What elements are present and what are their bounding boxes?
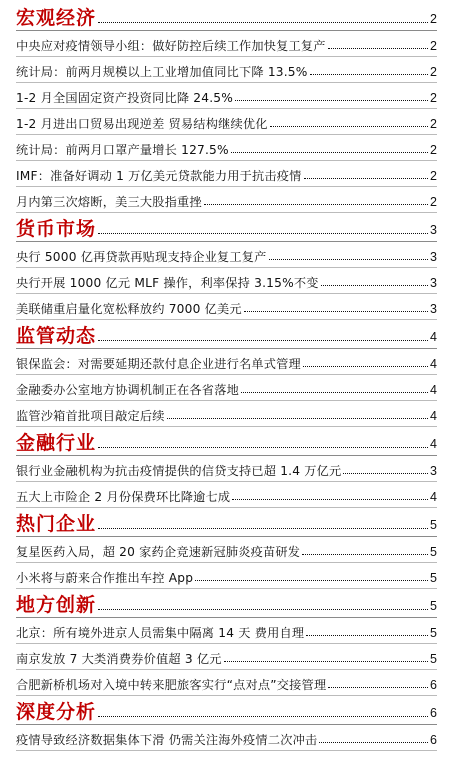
entry-title: 监管沙箱首批项目敲定后续 <box>16 408 165 423</box>
toc-section-heading[interactable] <box>0 320 459 349</box>
entry-title: 央行开展 1000 亿元 MLF 操作，利率保持 3.15%不变 <box>16 275 319 290</box>
dot-leader <box>231 152 428 153</box>
dot-leader <box>98 447 428 448</box>
toc-entry[interactable] <box>0 618 459 644</box>
entry-title: 美联储重启量化宽松释放约 7000 亿美元 <box>16 301 242 316</box>
dot-leader <box>241 392 428 393</box>
dot-leader <box>167 418 428 419</box>
page-number: 3 <box>430 222 437 237</box>
toc-section-heading[interactable] <box>0 2 459 31</box>
section-title: 地方创新 <box>16 594 97 616</box>
dot-leader <box>204 204 428 205</box>
dot-leader <box>303 366 428 367</box>
dot-leader <box>328 687 428 688</box>
toc-entry[interactable] <box>0 109 459 135</box>
page-number: 4 <box>430 382 437 397</box>
toc-section-heading[interactable] <box>0 589 459 618</box>
dot-leader <box>244 311 428 312</box>
page-number: 6 <box>430 732 437 747</box>
page-number: 3 <box>430 463 437 478</box>
entry-title: 五大上市险企 2 月份保费环比降逾七成 <box>16 489 231 504</box>
section-title: 宏观经济 <box>16 7 97 29</box>
section-title: 监管动态 <box>16 325 97 347</box>
toc-section-heading[interactable] <box>0 427 459 456</box>
page-number: 2 <box>430 38 437 53</box>
dot-leader <box>343 473 428 474</box>
entry-title: 银保监会：对需要延期还款付息企业进行名单式管理 <box>16 356 301 371</box>
dot-leader <box>328 48 428 49</box>
dot-leader <box>98 609 428 610</box>
toc-entry[interactable] <box>0 187 459 213</box>
page-number: 2 <box>430 168 437 183</box>
dot-leader <box>98 233 428 234</box>
entry-title: 金融委办公室地方协调机制正在各省落地 <box>16 382 239 397</box>
toc-entry[interactable] <box>0 482 459 508</box>
toc-entry[interactable] <box>0 375 459 401</box>
dot-leader <box>98 716 428 717</box>
toc-entry[interactable] <box>0 563 459 589</box>
page-number: 4 <box>430 436 437 451</box>
table-of-contents <box>0 2 459 751</box>
page-number: 5 <box>430 517 437 532</box>
dot-leader <box>98 340 428 341</box>
page-number: 6 <box>430 677 437 692</box>
page-number: 5 <box>430 544 437 559</box>
page-number: 5 <box>430 625 437 640</box>
page-number: 2 <box>430 194 437 209</box>
toc-section-heading[interactable] <box>0 508 459 537</box>
page-number: 3 <box>430 301 437 316</box>
toc-entry[interactable] <box>0 161 459 187</box>
dot-leader <box>232 499 428 500</box>
entry-title: 复星医药入局，超 20 家药企竞速新冠肺炎疫苗研发 <box>16 544 301 559</box>
section-title: 深度分析 <box>16 701 97 723</box>
entry-title: 银行业金融机构为抗击疫情提供的信贷支持已超 1.4 万亿元 <box>16 463 342 478</box>
dot-leader <box>98 528 428 529</box>
entry-title: 疫情导致经济数据集体下滑 仍需关注海外疫情二次冲击 <box>16 732 318 747</box>
dot-leader <box>224 661 428 662</box>
toc-section-heading[interactable] <box>0 696 459 725</box>
section-title: 金融行业 <box>16 432 97 454</box>
dot-leader <box>269 259 428 260</box>
page-number: 5 <box>430 598 437 613</box>
row-divider <box>16 750 437 751</box>
dot-leader <box>195 580 428 581</box>
toc-section-heading[interactable] <box>0 213 459 242</box>
entry-title: 1-2 月进出口贸易出现逆差 贸易结构继续优化 <box>16 116 268 131</box>
toc-entry[interactable] <box>0 456 459 482</box>
entry-title: 中央应对疫情领导小组：做好防控后续工作加快复工复产 <box>16 38 326 53</box>
dot-leader <box>319 742 428 743</box>
toc-entry[interactable] <box>0 670 459 696</box>
entry-title: 南京发放 7 大类消费券价值超 3 亿元 <box>16 651 222 666</box>
dot-leader <box>235 100 428 101</box>
toc-entry[interactable] <box>0 537 459 563</box>
entry-title: 北京：所有境外进京人员需集中隔离 14 天 费用自理 <box>16 625 305 640</box>
toc-entry[interactable] <box>0 349 459 375</box>
entry-title: 合肥新桥机场对入境中转来肥旅客实行“点对点”交接管理 <box>16 677 327 692</box>
toc-entry[interactable] <box>0 242 459 268</box>
page-number: 2 <box>430 11 437 26</box>
section-title: 货币市场 <box>16 218 97 240</box>
page-number: 2 <box>430 90 437 105</box>
entry-title: IMF：准备好调动 1 万亿美元贷款能力用于抗击疫情 <box>16 168 302 183</box>
toc-entry[interactable] <box>0 83 459 109</box>
page-number: 2 <box>430 116 437 131</box>
page-number: 4 <box>430 356 437 371</box>
dot-leader <box>98 22 428 23</box>
section-title: 热门企业 <box>16 513 97 535</box>
entry-title: 统计局：前两月规模以上工业增加值同比下降 13.5% <box>16 64 308 79</box>
toc-entry[interactable] <box>0 644 459 670</box>
toc-entry[interactable] <box>0 268 459 294</box>
toc-entry[interactable] <box>0 294 459 320</box>
toc-entry[interactable] <box>0 401 459 427</box>
entry-title: 统计局：前两月口罩产量增长 127.5% <box>16 142 229 157</box>
dot-leader <box>304 178 428 179</box>
page-number: 4 <box>430 489 437 504</box>
dot-leader <box>302 554 428 555</box>
page-number: 3 <box>430 249 437 264</box>
toc-entry[interactable] <box>0 135 459 161</box>
page-number: 2 <box>430 142 437 157</box>
toc-entry[interactable] <box>0 57 459 83</box>
page-number: 2 <box>430 64 437 79</box>
dot-leader <box>270 126 428 127</box>
page-number: 3 <box>430 275 437 290</box>
toc-entry[interactable] <box>0 725 459 751</box>
page-number: 5 <box>430 651 437 666</box>
page-number: 6 <box>430 705 437 720</box>
dot-leader <box>306 635 428 636</box>
entry-title: 央行 5000 亿再贷款再贴现支持企业复工复产 <box>16 249 267 264</box>
page-number: 5 <box>430 570 437 585</box>
entry-title: 月内第三次熔断，美三大股指重挫 <box>16 194 202 209</box>
page-number: 4 <box>430 329 437 344</box>
dot-leader <box>321 285 428 286</box>
page-number: 4 <box>430 408 437 423</box>
toc-entry[interactable] <box>0 31 459 57</box>
entry-title: 1-2 月全国固定资产投资同比降 24.5% <box>16 90 234 105</box>
dot-leader <box>310 74 429 75</box>
entry-title: 小米将与蔚来合作推出车控 App <box>16 570 194 585</box>
